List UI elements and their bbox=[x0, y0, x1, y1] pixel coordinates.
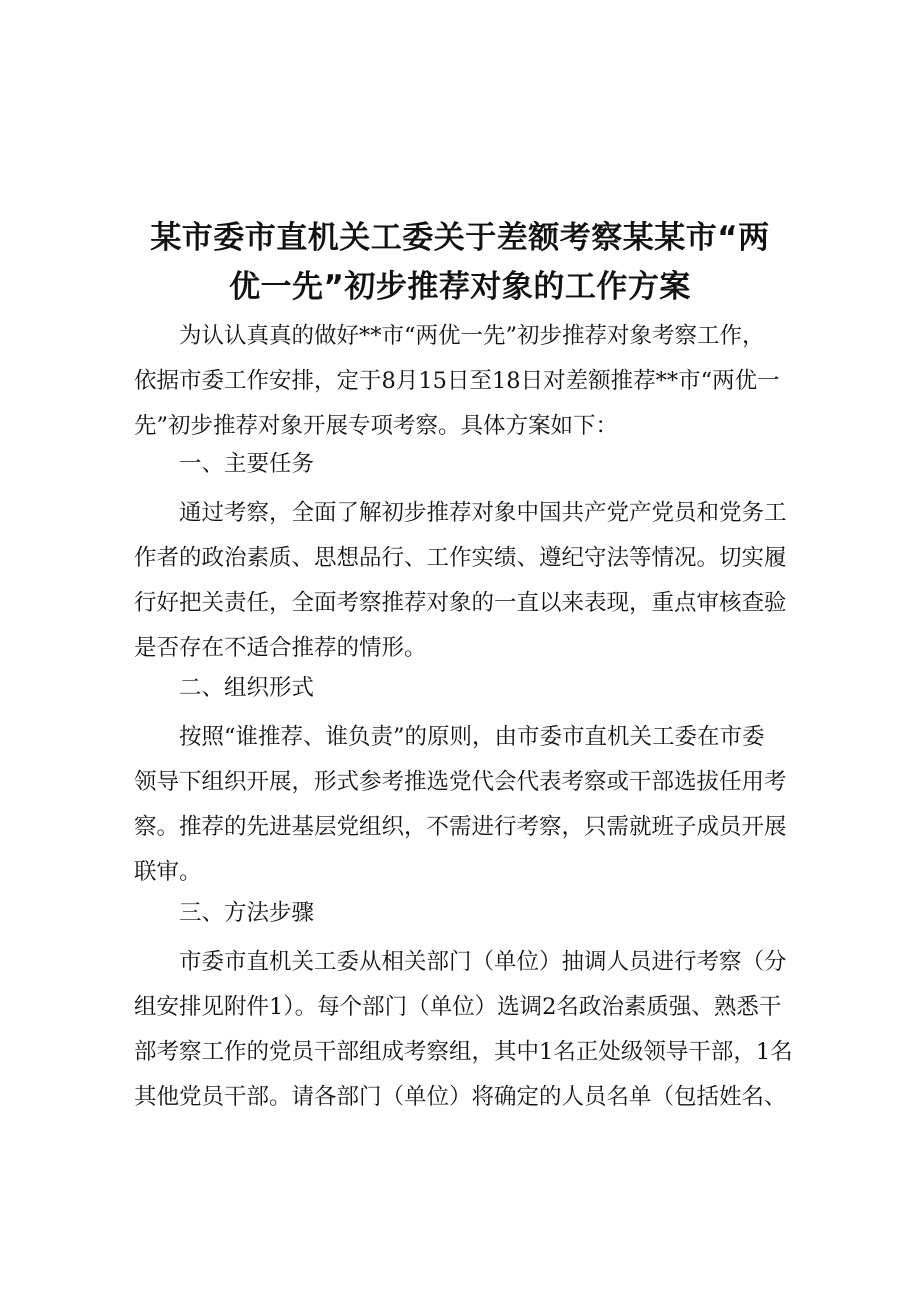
section-2-line-2: 领导下组织开展，形式参考推选党代会代表考察或干部选拔任用考 bbox=[134, 769, 787, 795]
section-3-line-2: 组安排见附件1）。每个部门（单位）选调2名政治素质强、熟悉干 bbox=[134, 994, 782, 1020]
section-1-line-1: 通过考察，全面了解初步推荐对象中国共产党产党员和党务工 bbox=[179, 500, 787, 526]
title-line-2: 优一先”初步推荐对象的工作方案 bbox=[229, 269, 691, 305]
section-3-line-3: 部考察工作的党员干部组成考察组，其中1名正处级领导干部，1名 bbox=[134, 1039, 793, 1065]
intro-line-1: 为认认真真的做好**市“两优一先”初步推荐对象考察工作， bbox=[179, 323, 765, 349]
section-1-line-3: 行好把关责任，全面考察推荐对象的一直以来表现，重点审核查验 bbox=[134, 590, 787, 616]
title-line-1: 某市委市直机关工委关于差额考察某某市“两 bbox=[150, 220, 770, 256]
section-2-line-3: 察。推荐的先进基层党组织，不需进行考察，只需就班子成员开展 bbox=[134, 814, 787, 840]
intro-line-2: 依据市委工作安排，定于8月15日至18日对差额推荐**市“两优一 bbox=[134, 368, 780, 394]
section-1-paragraph bbox=[134, 491, 796, 671]
document-title bbox=[120, 214, 800, 312]
section-3-paragraph bbox=[134, 940, 796, 1120]
section-1-heading: 一、主要任务 bbox=[179, 451, 315, 477]
section-2-line-1: 按照“谁推荐、谁负责”的原则，由市委市直机关工委在市委 bbox=[179, 724, 765, 750]
section-1-line-2: 作者的政治素质、思想品行、工作实绩、遵纪守法等情况。切实履 bbox=[134, 545, 787, 571]
intro-paragraph bbox=[134, 314, 796, 449]
section-3-heading: 三、方法步骤 bbox=[179, 900, 315, 926]
section-3-line-4: 其他党员干部。请各部门（单位）将确定的人员名单（包括姓名、 bbox=[134, 1084, 787, 1110]
section-3-line-1: 市委市直机关工委从相关部门（单位）抽调人员进行考察（分 bbox=[179, 949, 787, 975]
section-2-paragraph bbox=[134, 715, 796, 895]
intro-line-3: 先”初步推荐对象开展专项考察。具体方案如下： bbox=[134, 413, 619, 439]
section-2-line-4: 联审。 bbox=[134, 859, 202, 885]
section-1-line-4: 是否存在不适合推荐的情形。 bbox=[134, 635, 427, 661]
section-2-heading: 二、组织形式 bbox=[179, 675, 315, 701]
